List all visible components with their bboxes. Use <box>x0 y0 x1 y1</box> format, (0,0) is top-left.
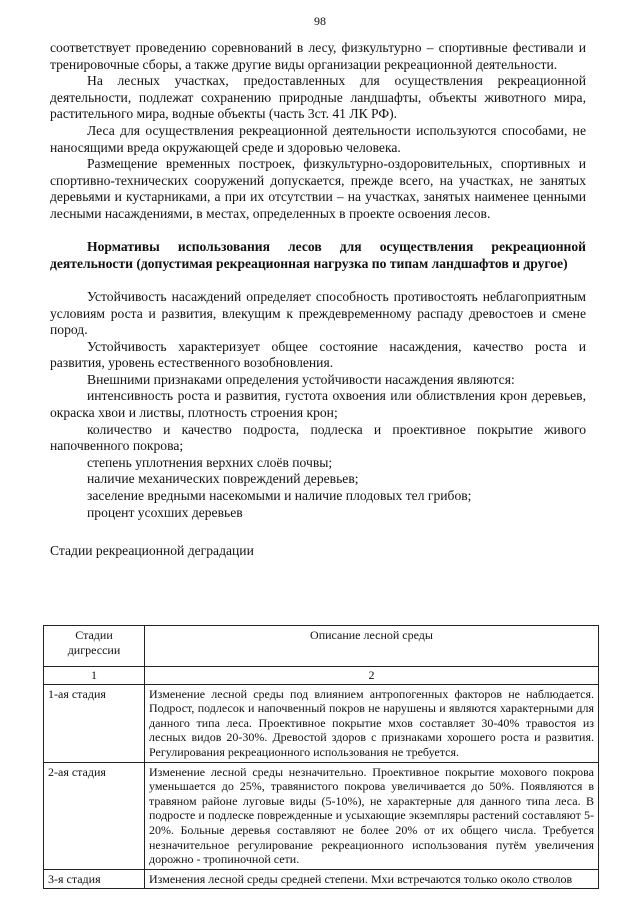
table-row <box>44 684 599 762</box>
description-cell: Изменение лесной среды под влиянием антропогенных факторов не наблюдается. Подрост, подлесок и напочвенный покров не нарушены и являются характерными для данного типа леса. Проективное покрытие мхов составляет 30-40% травостоя из лесных видов 20-30%. Древостой здоров с признаками хорошего роста и развития. Регулирования рекреационного использования не требуется. <box>145 684 599 762</box>
stage-cell: 3-я стадия <box>44 869 145 889</box>
list-item: наличие механических повреждений деревьев; <box>87 471 359 487</box>
description-cell: Изменения лесной среды средней степени. Мхи встречаются только около стволов <box>145 869 599 889</box>
table-title: Стадии рекреационной деградации <box>50 543 254 559</box>
header-stage: Стадии дигрессии <box>44 626 145 667</box>
column-number: 2 <box>145 667 599 685</box>
column-number-row <box>44 667 599 685</box>
list-item: процент усохших деревьев <box>87 504 243 520</box>
degradation-table <box>43 625 599 889</box>
paragraph: Устойчивость насаждений определяет способность противостоять неблагоприятным условиям роста и развития, влекущим к преждевременному распаду древостоев и смене пород. <box>50 288 586 338</box>
description-cell: Изменение лесной среды незначительно. Проективное покрытие мохового покрова уменьшается до 25%, травянистого покрова увеличивается до 50%. Появляются в травяном районе луговые виды (5-10%), не характерные для данного типа леса. В подросте и подлеске поврежденные и усыхающие экземпляры растений составляют 5-20%. Больные деревья составляют не более 20% от их общего числа. Требуется незначительное регулирование рекреационного использования путём увеличения дорожно - тропиночной сети. <box>145 762 599 869</box>
section-heading: Нормативы использования лесов для осуществления рекреационной деятельности (допустимая рекреационная нагрузка по типам ландшафтов и другое) <box>50 239 586 271</box>
paragraph: Леса для осуществления рекреационной деятельности используются способами, не наносящими вреда окружающей среде и здоровью человека. <box>50 122 586 155</box>
list-item: интенсивность роста и развития, густота охвоения или облиствления крон деревьев, окраска хвои и листвы, плотность строения крон; <box>50 388 586 421</box>
list-item: заселение вредными насекомыми и наличие плодовых тел грибов; <box>87 488 472 504</box>
list-item: количество и качество подроста, подлеска и проективное покрытие живого напочвенного покрова; <box>50 421 586 454</box>
table-row <box>44 762 599 869</box>
stage-cell: 1-ая стадия <box>44 684 145 762</box>
paragraph: Внешними признаками определения устойчивости насаждения являются: <box>87 371 515 387</box>
paragraph: соответствует проведению соревнований в лесу, физкультурно – спортивные фестивали и тренировочные сборы, а также другие виды организации рекреационной деятельности. <box>50 40 586 72</box>
page-number: 98 <box>314 14 326 28</box>
paragraph: На лесных участках, предоставленных для осуществления рекреационной деятельности, подлежат сохранению природные ландшафты, объекты животного мира, растительного мира, водные объекты (часть 3ст. 41 ЛК РФ). <box>50 73 586 122</box>
stage-cell: 2-ая стадия <box>44 762 145 869</box>
table-header-row <box>44 626 599 667</box>
list-item: степень уплотнения верхних слоёв почвы; <box>87 454 333 470</box>
paragraph: Размещение временных построек, физкультурно-оздоровительных, спортивных и спортивно-технических сооружений допускается, прежде всего, на участках, не занятых деревьями и кустарниками, а при их отсутствии – на участках, занятых наименее ценными лесными насаждениями, в местах, определенных в проекте освоения лесов. <box>50 156 586 221</box>
table-row <box>44 869 599 889</box>
document-body <box>50 40 586 570</box>
paragraph: Устойчивость характеризует общее состояние насаждения, качество роста и развития, уровень естественного возобновления. <box>50 338 586 371</box>
header-description: Описание лесной среды <box>145 626 599 667</box>
column-number: 1 <box>44 667 145 685</box>
